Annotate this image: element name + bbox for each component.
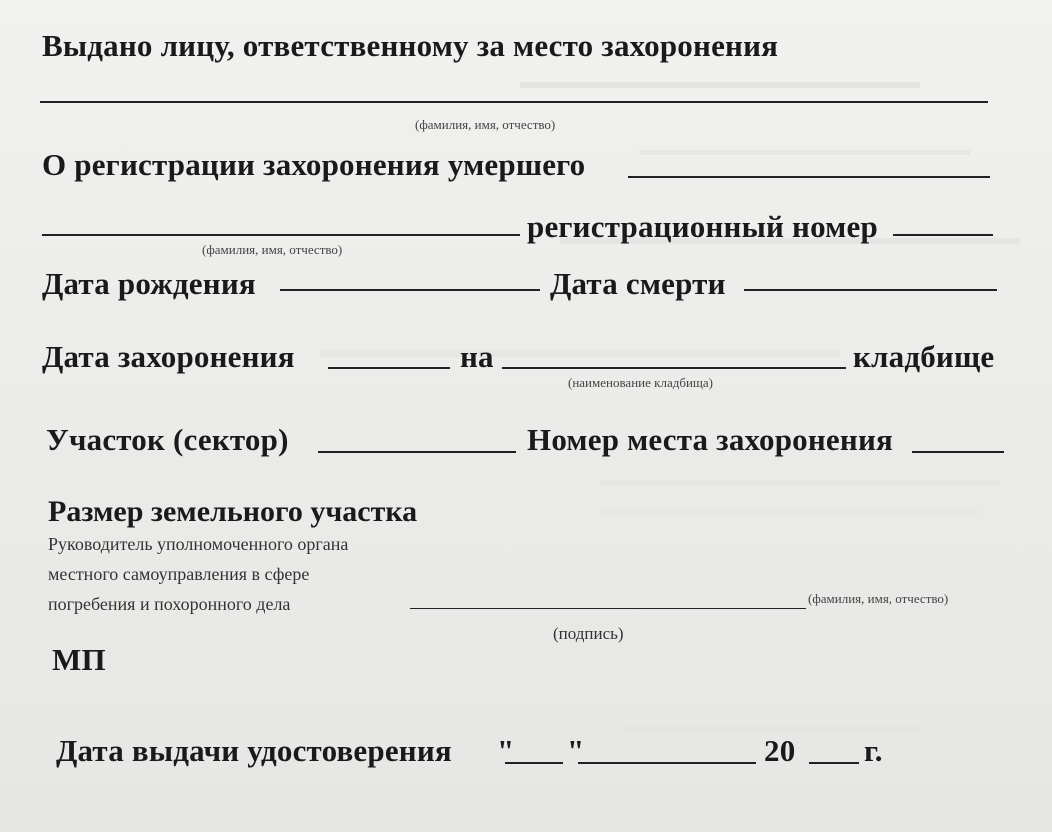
death-date-line[interactable] — [744, 289, 997, 291]
deceased-name-line-2[interactable] — [42, 234, 520, 236]
burial-date-label: Дата захоронения — [42, 339, 295, 374]
issued-to-caption: (фамилия, имя, отчество) — [415, 117, 556, 132]
issued-to-name-line[interactable] — [40, 101, 988, 103]
stamp-label: МП — [52, 642, 106, 677]
issue-date-label: Дата выдачи удостоверения — [56, 733, 452, 768]
bleed-through — [600, 510, 980, 521]
burial-date-line[interactable] — [328, 367, 450, 369]
place-number-line[interactable] — [912, 451, 1004, 453]
head-title-line-1: Руководитель уполномоченного органа — [48, 534, 349, 554]
signature-caption: (подпись) — [553, 624, 624, 643]
plot-section-line[interactable] — [318, 451, 516, 453]
cemetery-caption: (наименование кладбища) — [568, 375, 714, 390]
issue-month-line[interactable] — [578, 762, 756, 764]
birth-date-label: Дата рождения — [42, 266, 256, 301]
birth-date-line[interactable] — [280, 289, 540, 291]
bleed-through — [520, 82, 920, 96]
deceased-name-caption: (фамилия, имя, отчество) — [202, 242, 343, 257]
place-number-label: Номер места захоронения — [527, 422, 893, 457]
bleed-through — [640, 150, 970, 161]
bleed-through — [600, 480, 1000, 492]
registration-label: О регистрации захоронения умершего — [42, 147, 586, 182]
bleed-through — [320, 350, 840, 363]
issue-year-prefix: 20 — [764, 733, 796, 768]
head-title-line-2: местного самоуправления в сфере — [48, 564, 310, 584]
head-title-line-3: погребения и похоронного дела — [48, 594, 291, 614]
issue-year-line[interactable] — [809, 762, 859, 764]
issue-day-line[interactable] — [505, 762, 563, 764]
land-size-label: Размер земельного участка — [48, 495, 418, 528]
plot-section-label: Участок (сектор) — [46, 422, 289, 457]
issue-date-quote-close: " — [567, 733, 585, 768]
reg-number-label: регистрационный номер — [527, 209, 878, 244]
deceased-name-line[interactable] — [628, 176, 990, 178]
head-name-line[interactable] — [410, 608, 806, 609]
cemetery-name-line[interactable] — [502, 367, 846, 369]
burial-on-label: на — [460, 339, 494, 374]
issued-to-label: Выдано лицу, ответственному за место захоронения — [42, 28, 779, 63]
issue-date-quote-open: " — [497, 733, 515, 768]
death-date-label: Дата смерти — [550, 266, 726, 301]
reg-number-line[interactable] — [893, 234, 993, 236]
issue-year-suffix: г. — [864, 733, 883, 768]
head-name-caption: (фамилия, имя, отчество) — [808, 591, 949, 606]
cemetery-label: кладбище — [853, 339, 995, 374]
